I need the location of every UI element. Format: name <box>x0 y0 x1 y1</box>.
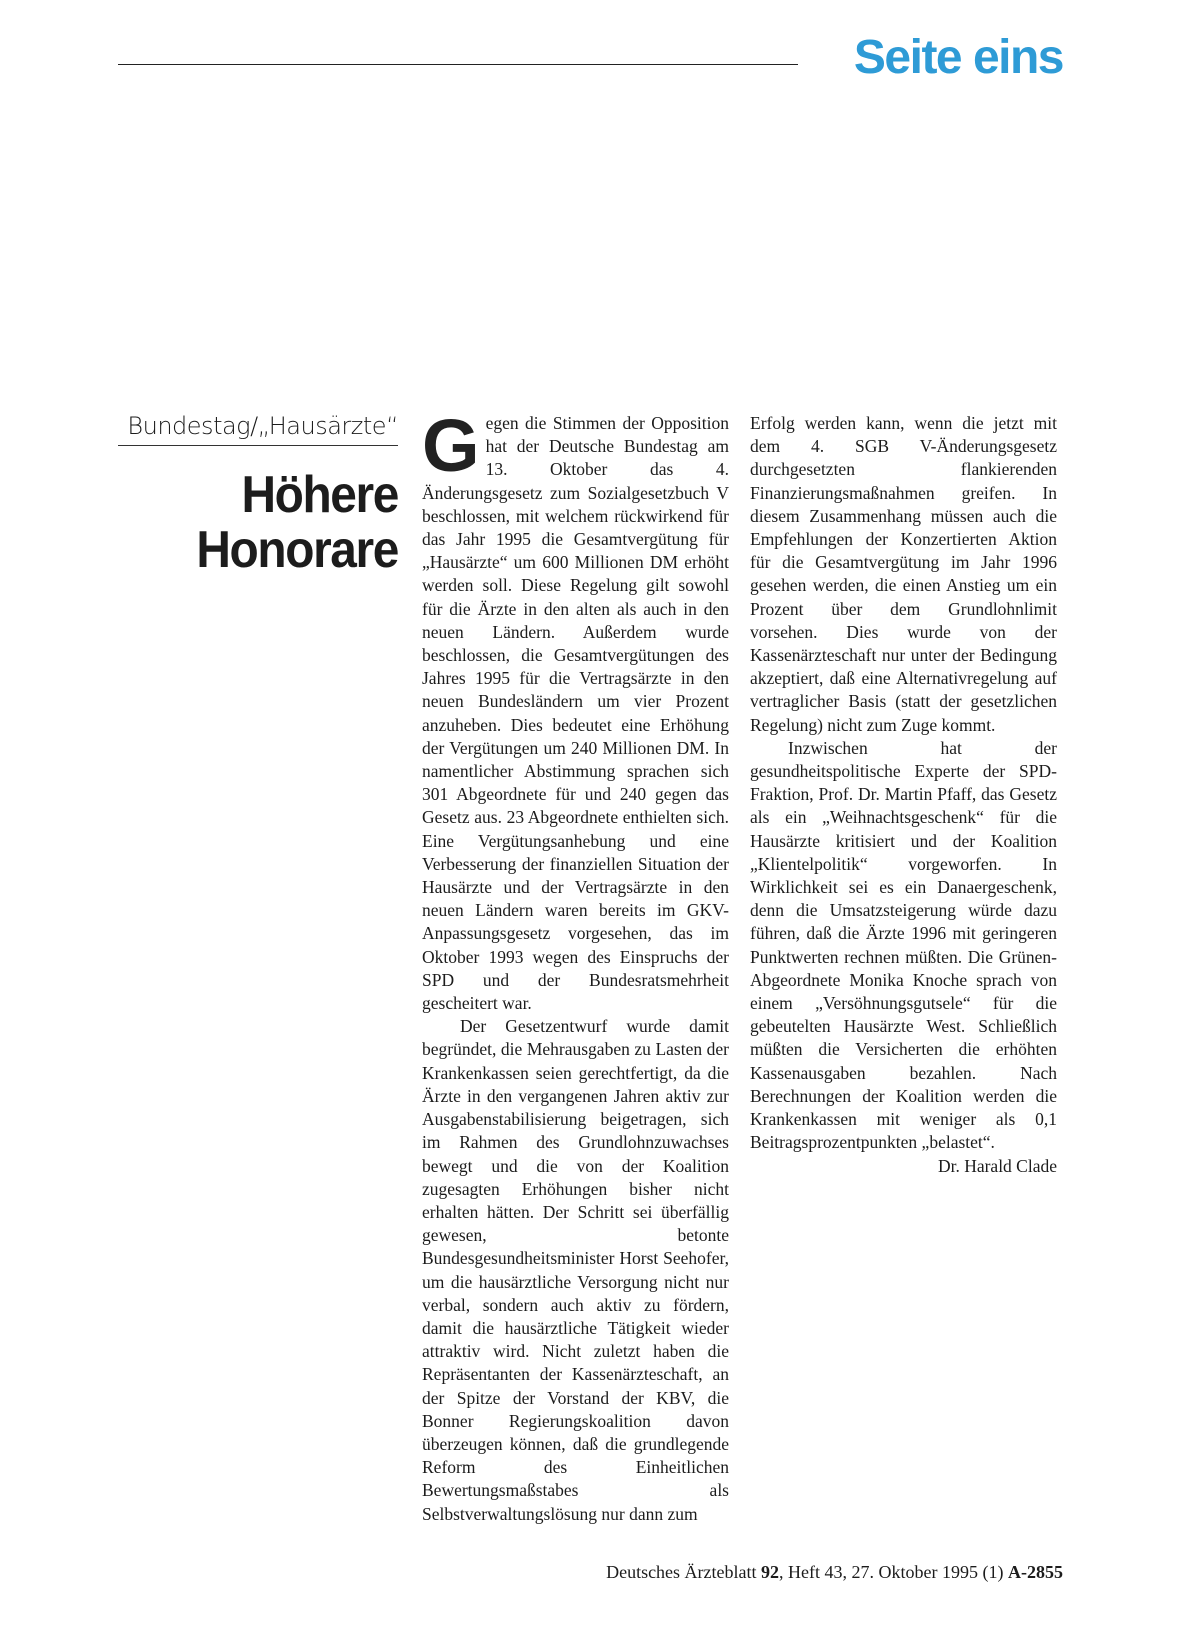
author-byline: Dr. Harald Clade <box>937 1155 1057 1176</box>
headline-line-2: Honorare <box>196 520 398 579</box>
article-kicker: Bundestag/„Hausärzte“ <box>118 412 398 446</box>
paragraph-3-text: Inzwischen hat der gesundheitspolitische Experte der SPD-Fraktion, Prof. Dr. Martin Pfaff, das Gesetz als ein „Weihnachtsgeschenk“ für die Hausärzte kritisiert und der Koalition „Klientelpolitik“ vorgeworfen. In Wirklichkeit sei es ein Danaergeschenk, denn die Umsatzsteigerung würde dazu führen, daß die Ärzte 1996 mit geringeren Punktwerten rechnen müßten. Die Grünen-Abgeordnete Monika Knoche sprach von einem „Versöhnungsgutsele“ für die gebeutelten Hausärzte West. Schließlich müßten die Versicherten die erhöhten Kassenausgaben bezahlen. Nach Berechnungen der Koalition werden die Krankenkassen mit weniger als 0,1 Beitragsprozentpunkten „belastet“. <box>750 737 1057 1153</box>
paragraph-2: Der Gesetzentwurf wurde damit begründet, die Mehrausgaben zu Lasten der Krankenkassen seien gerechtfertigt, da die Ärzte in den vergangenen Jahren aktiv zur Ausgabenstabilisierung beigetragen, sich im Rahmen des Grundlohnzuwachses bewegt und die von der Koalition zugesagten Erhöhungen bisher nicht erhalten hätten. Der Schritt sei überfällig gewesen, betonte Bundesgesundheitsminister Horst Seehofer, um die hausärztliche Versorgung nicht nur verbal, sondern auch aktiv zu fördern, damit die hausärztliche Tätigkeit wieder attraktiv wird. Nicht zuletzt haben die Repräsentanten der Kassenärzteschaft, an der Spitze der Vorstand der KBV, die Bonner Regierungskoalition davon überzeugen können, daß die grundlegende Reform des Einheitlichen Bewertungsmaßstabes als Selbstverwaltungslösung nur dann zum <box>422 1016 729 1524</box>
issue-date: , Heft 43, 27. Oktober 1995 (1) <box>779 1562 1004 1582</box>
section-title: Seite eins <box>853 31 1063 84</box>
paragraph-1 <box>422 404 729 1015</box>
paragraph-1-text: egen die Stimmen der Opposition hat der Deutsche Bundestag am 13. Oktober das 4. Änderungsgesetz zum Sozialgesetzbuch V beschlossen, mit welchem rückwirkend für das Jahr 1995 die Gesamtvergütung für „Hausärzte“ um 600 Millionen DM erhöht werden soll. Diese Regelung gilt sowohl für die Ärzte in den alten als auch in den neuen Ländern. Außerdem wurde beschlossen, die Gesamtvergütungen des Jahres 1995 für die Vertragsärzte in den neuen Bundesländern um vier Prozent anzuheben. Dies bedeutet eine Erhöhung der Vergütungen um 240 Millionen DM. In namentlicher Abstimmung sprachen sich 301 Abgeordnete für und 240 gegen das Gesetz aus. 23 Abgeordnete enthielten sich. Eine Vergütungsanhebung und eine Verbesserung der finanziellen Situation der Hausärzte und der Vertragsärzte in den neuen Ländern waren bereits im GKV-Anpassungsgesetz vorgesehen, das im Oktober 1993 wegen des Einspruchs der SPD und der Bundesratsmehrheit gescheitert war. <box>422 413 729 1014</box>
article-headline <box>140 468 398 577</box>
article-body-column-2 <box>750 412 1057 1178</box>
page-number: A-2855 <box>1008 1562 1063 1582</box>
page-footer <box>606 1562 1063 1583</box>
header-rule <box>118 64 798 65</box>
drop-cap: G <box>422 404 480 487</box>
article-body-column-1 <box>422 404 729 1526</box>
headline-line-1: Höhere <box>241 466 398 524</box>
journal-volume: 92 <box>761 1562 780 1582</box>
paragraph-3 <box>750 737 1057 1176</box>
paragraph-2-continued: Erfolg werden kann, wenn die jetzt mit dem 4. SGB V-Änderungsgesetz durchgesetzten flankierenden Finanzierungsmaßnahmen greifen. In diesem Zusammenhang müssen auch die Empfehlungen der Konzertierten Aktion für die Gesamtvergütung im Jahr 1996 gesehen werden, die einen Anstieg um ein Prozent über dem Grundlohnlimit vorsehen. Dies wurde von der Kassenärzteschaft nur unter der Bedingung akzeptiert, daß eine Alternativregelung auf vertraglicher Basis (statt der gesetzlichen Regelung) nicht zum Zuge kommt. <box>750 413 1057 735</box>
journal-name: Deutsches Ärzteblatt <box>606 1562 757 1582</box>
